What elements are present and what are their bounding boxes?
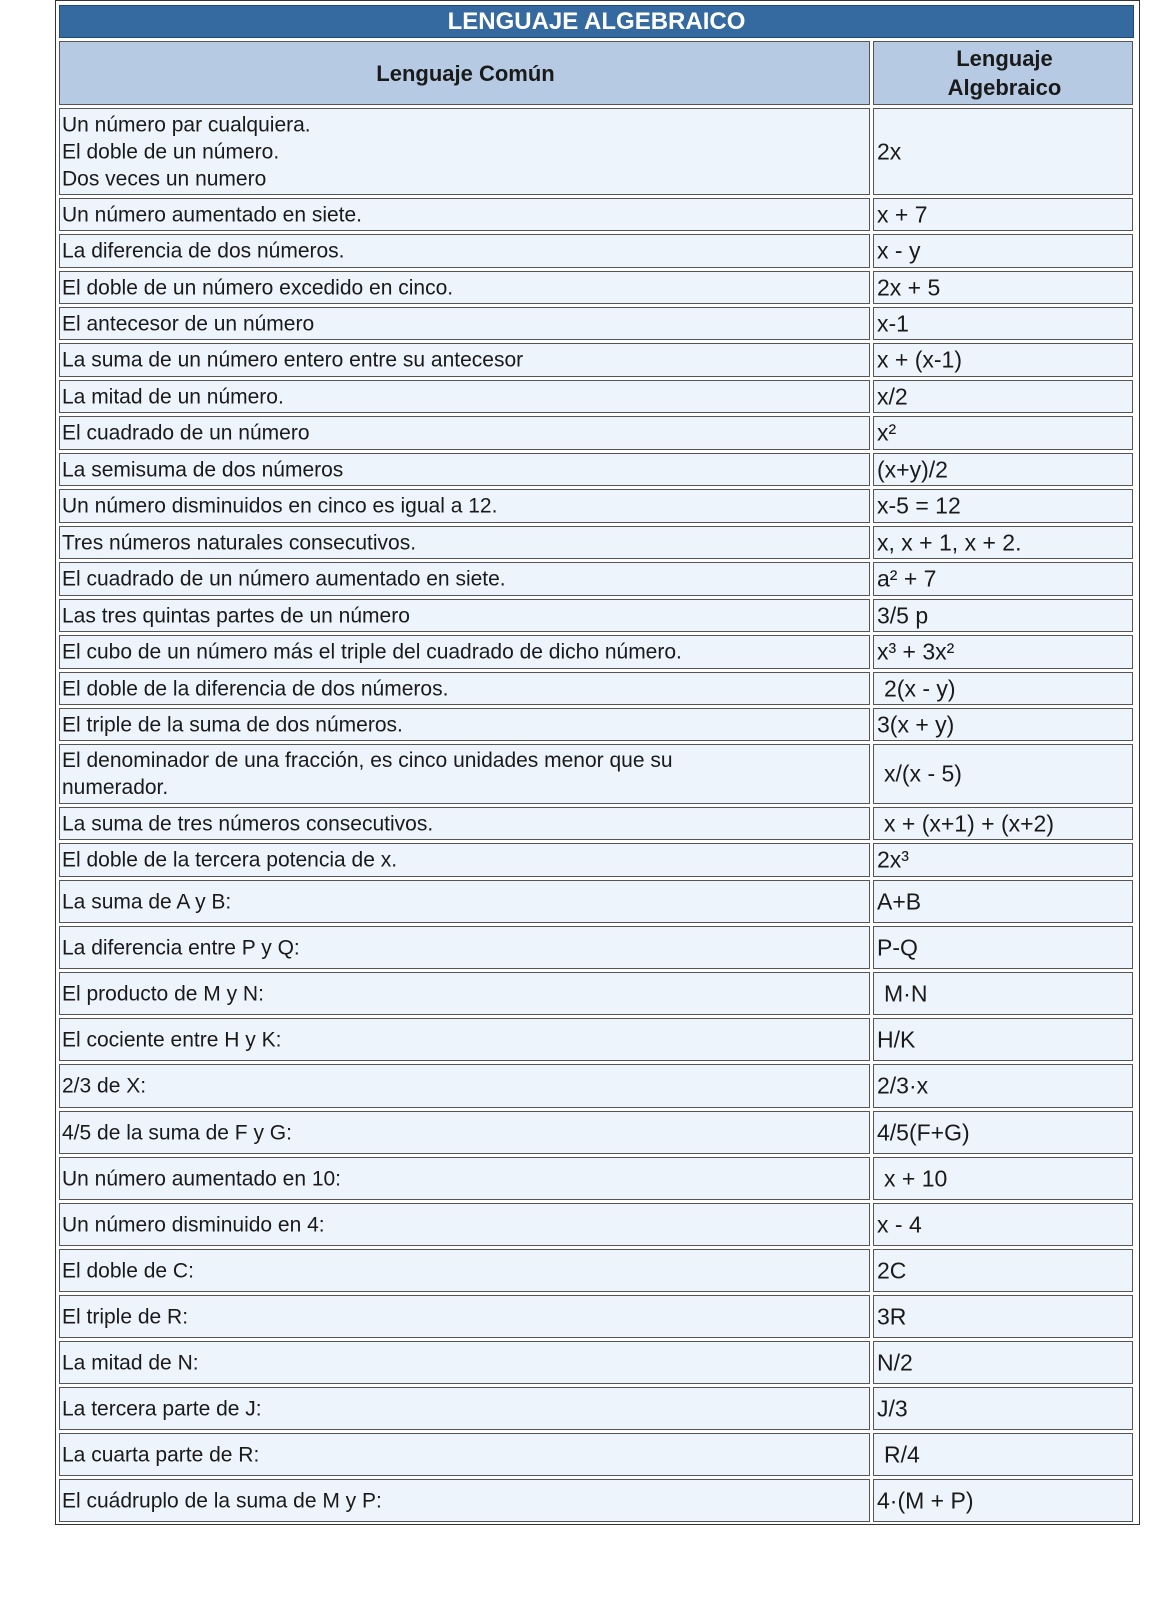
algebraic-expression-cell bbox=[873, 1341, 1133, 1384]
algebraic-expression-text: 3(x + y) bbox=[877, 711, 955, 737]
algebraic-expression-text: 2/3·x bbox=[877, 1072, 929, 1099]
common-language-text: 2/3 de X: bbox=[62, 1074, 147, 1098]
algebraic-expression-cell bbox=[873, 1295, 1133, 1338]
common-language-cell bbox=[59, 843, 870, 877]
algebraic-expression-text: H/K bbox=[877, 1026, 916, 1052]
algebraic-expression-text: x - 4 bbox=[877, 1211, 922, 1237]
common-language-text: Las tres quintas partes de un número bbox=[62, 604, 410, 627]
common-language-cell bbox=[59, 489, 870, 523]
common-language-cell bbox=[59, 1203, 870, 1246]
algebraic-expression-cell bbox=[873, 380, 1133, 413]
common-language-cell bbox=[59, 926, 870, 969]
common-language-text: La tercera parte de J: bbox=[62, 1397, 262, 1420]
header-algebraic-language: Lenguaje Algebraico bbox=[873, 41, 1133, 105]
algebraic-expression-cell bbox=[873, 234, 1133, 268]
common-language-text: El antecesor de un número bbox=[62, 312, 315, 335]
algebraic-expression-text: a² + 7 bbox=[877, 565, 937, 592]
algebraic-expression-text: x/2 bbox=[877, 383, 908, 409]
algebraic-expression-text: N/2 bbox=[877, 1349, 913, 1375]
algebraic-expression-text: x - y bbox=[877, 237, 921, 264]
algebraic-expression-cell bbox=[873, 880, 1133, 923]
algebraic-expression-text: 4·(M + P) bbox=[877, 1487, 974, 1513]
common-language-text: El cuádruplo de la suma de M y P: bbox=[62, 1489, 382, 1512]
common-language-text: La suma de tres números consecutivos. bbox=[62, 812, 434, 835]
algebraic-expression-text: x + 10 bbox=[884, 1165, 948, 1191]
common-language-text: La suma de un número entero entre su antecesor bbox=[62, 348, 524, 372]
algebraic-expression-text: R/4 bbox=[884, 1441, 920, 1467]
common-language-text: El doble de la diferencia de dos números. bbox=[62, 677, 449, 700]
common-language-text: El denominador de una fracción, es cinco unidades menor que su numerador. bbox=[62, 749, 673, 799]
common-language-cell bbox=[59, 1111, 870, 1154]
common-language-cell bbox=[59, 1341, 870, 1384]
common-language-cell bbox=[59, 672, 870, 705]
algebraic-expression-text: x² bbox=[877, 419, 897, 446]
algebraic-expression-text: 2C bbox=[877, 1257, 907, 1283]
common-language-cell bbox=[59, 1479, 870, 1522]
common-language-cell bbox=[59, 526, 870, 559]
common-language-text: Un número par cualquiera. El doble de un número. Dos veces un numero bbox=[62, 113, 311, 190]
common-language-cell bbox=[59, 1433, 870, 1476]
algebraic-expression-text: 2x + 5 bbox=[877, 274, 941, 300]
common-language-text: El doble de C: bbox=[62, 1259, 194, 1282]
common-language-cell bbox=[59, 198, 870, 231]
algebraic-expression-text: x + 7 bbox=[877, 201, 928, 227]
common-language-cell bbox=[59, 744, 870, 804]
common-language-text: Un número disminuidos en cinco es igual a 12. bbox=[62, 494, 498, 518]
algebraic-expression-cell bbox=[873, 108, 1133, 195]
algebraic-expression-text: (x+y)/2 bbox=[877, 456, 948, 482]
algebraic-expression-cell bbox=[873, 1479, 1133, 1522]
algebraic-expression-text: x-1 bbox=[877, 310, 909, 336]
common-language-cell bbox=[59, 562, 870, 596]
algebraic-expression-text: x, x + 1, x + 2. bbox=[877, 529, 1022, 555]
algebraic-expression-cell bbox=[873, 489, 1133, 523]
common-language-cell bbox=[59, 1018, 870, 1061]
common-language-text: El triple de la suma de dos números. bbox=[62, 713, 403, 736]
algebraic-expression-cell bbox=[873, 271, 1133, 304]
common-language-text: La semisuma de dos números bbox=[62, 458, 344, 481]
algebraic-expression-cell bbox=[873, 307, 1133, 340]
algebraic-expression-cell bbox=[873, 1111, 1133, 1154]
algebraic-expression-cell bbox=[873, 343, 1133, 377]
common-language-text: 4/5 de la suma de F y G: bbox=[62, 1121, 292, 1144]
algebraic-expression-cell bbox=[873, 1433, 1133, 1476]
common-language-cell bbox=[59, 708, 870, 741]
algebraic-expression-cell bbox=[873, 1064, 1133, 1108]
common-language-cell bbox=[59, 271, 870, 304]
algebraic-expression-cell bbox=[873, 926, 1133, 969]
common-language-cell bbox=[59, 1295, 870, 1338]
common-language-text: La mitad de un número. bbox=[62, 385, 284, 408]
algebraic-expression-cell bbox=[873, 526, 1133, 559]
algebraic-expression-cell bbox=[873, 843, 1133, 877]
common-language-text: Un número aumentado en siete. bbox=[62, 203, 363, 226]
common-language-text: El cociente entre H y K: bbox=[62, 1028, 282, 1051]
common-language-text: Un número aumentado en 10: bbox=[62, 1167, 342, 1190]
common-language-cell bbox=[59, 108, 870, 195]
algebraic-expression-cell bbox=[873, 1249, 1133, 1292]
algebraic-expression-text: J/3 bbox=[877, 1395, 908, 1421]
common-language-text: El doble de un número excedido en cinco. bbox=[62, 276, 454, 299]
algebraic-expression-cell bbox=[873, 453, 1133, 486]
algebraic-expression-text: P-Q bbox=[877, 934, 918, 960]
algebraic-expression-text: x/(x - 5) bbox=[884, 760, 962, 787]
common-language-text: El cuadrado de un número bbox=[62, 421, 310, 445]
algebraic-expression-text: 4/5(F+G) bbox=[877, 1119, 970, 1145]
algebraic-expression-cell bbox=[873, 198, 1133, 231]
algebraic-expression-text: 2x bbox=[877, 138, 902, 164]
algebraic-expression-text: x³ + 3x² bbox=[877, 638, 955, 665]
algebraic-expression-text: 3/5 p bbox=[877, 602, 929, 628]
common-language-cell bbox=[59, 635, 870, 669]
algebraic-expression-cell bbox=[873, 1203, 1133, 1246]
common-language-text: La cuarta parte de R: bbox=[62, 1443, 260, 1466]
common-language-text: El producto de M y N: bbox=[62, 982, 264, 1005]
algebraic-expression-cell bbox=[873, 1018, 1133, 1061]
common-language-cell bbox=[59, 1157, 870, 1200]
algebraic-expression-cell bbox=[873, 744, 1133, 804]
common-language-cell bbox=[59, 1064, 870, 1108]
common-language-cell bbox=[59, 343, 870, 377]
common-language-text: Un número disminuido en 4: bbox=[62, 1213, 325, 1236]
common-language-cell bbox=[59, 307, 870, 340]
common-language-text: El triple de R: bbox=[62, 1305, 189, 1328]
algebraic-expression-cell bbox=[873, 1157, 1133, 1200]
algebraic-expression-text: 2(x - y) bbox=[884, 675, 956, 701]
algebraic-expression-text: x-5 = 12 bbox=[877, 492, 961, 519]
common-language-text: La diferencia entre P y Q: bbox=[62, 936, 300, 959]
algebraic-expression-text: A+B bbox=[877, 888, 922, 914]
algebraic-expression-text: x + (x-1) bbox=[877, 346, 962, 373]
algebraic-expression-cell bbox=[873, 562, 1133, 596]
common-language-text: La mitad de N: bbox=[62, 1351, 199, 1374]
header-common-language: Lenguaje Común bbox=[59, 41, 870, 105]
common-language-cell bbox=[59, 416, 870, 450]
algebraic-expression-text: M·N bbox=[884, 980, 928, 1006]
algebraic-expression-cell bbox=[873, 599, 1133, 632]
common-language-cell bbox=[59, 453, 870, 486]
common-language-cell bbox=[59, 599, 870, 632]
common-language-cell bbox=[59, 972, 870, 1015]
algebraic-expression-cell bbox=[873, 972, 1133, 1015]
common-language-text: El doble de la tercera potencia de x. bbox=[62, 848, 398, 872]
table-title: LENGUAJE ALGEBRAICO bbox=[59, 5, 1134, 38]
common-language-cell bbox=[59, 880, 870, 923]
common-language-text: Tres números naturales consecutivos. bbox=[62, 531, 417, 554]
algebraic-expression-cell bbox=[873, 708, 1133, 741]
common-language-text: El cuadrado de un número aumentado en siete. bbox=[62, 567, 506, 591]
common-language-cell bbox=[59, 1387, 870, 1430]
algebraic-expression-cell bbox=[873, 416, 1133, 450]
common-language-text: El cubo de un número más el triple del cuadrado de dicho número. bbox=[62, 640, 682, 664]
algebraic-expression-cell bbox=[873, 635, 1133, 669]
common-language-cell bbox=[59, 380, 870, 413]
common-language-text: La diferencia de dos números. bbox=[62, 239, 345, 263]
algebraic-expression-cell bbox=[873, 672, 1133, 705]
common-language-cell bbox=[59, 234, 870, 268]
common-language-cell bbox=[59, 807, 870, 840]
algebraic-expression-text: x + (x+1) + (x+2) bbox=[884, 810, 1055, 836]
common-language-cell bbox=[59, 1249, 870, 1292]
algebraic-expression-text: 3R bbox=[877, 1303, 907, 1329]
common-language-text: La suma de A y B: bbox=[62, 890, 232, 913]
algebraic-expression-cell bbox=[873, 807, 1133, 840]
algebraic-expression-text: 2x³ bbox=[877, 846, 909, 873]
algebraic-language-table bbox=[55, 0, 1140, 1525]
algebraic-expression-cell bbox=[873, 1387, 1133, 1430]
